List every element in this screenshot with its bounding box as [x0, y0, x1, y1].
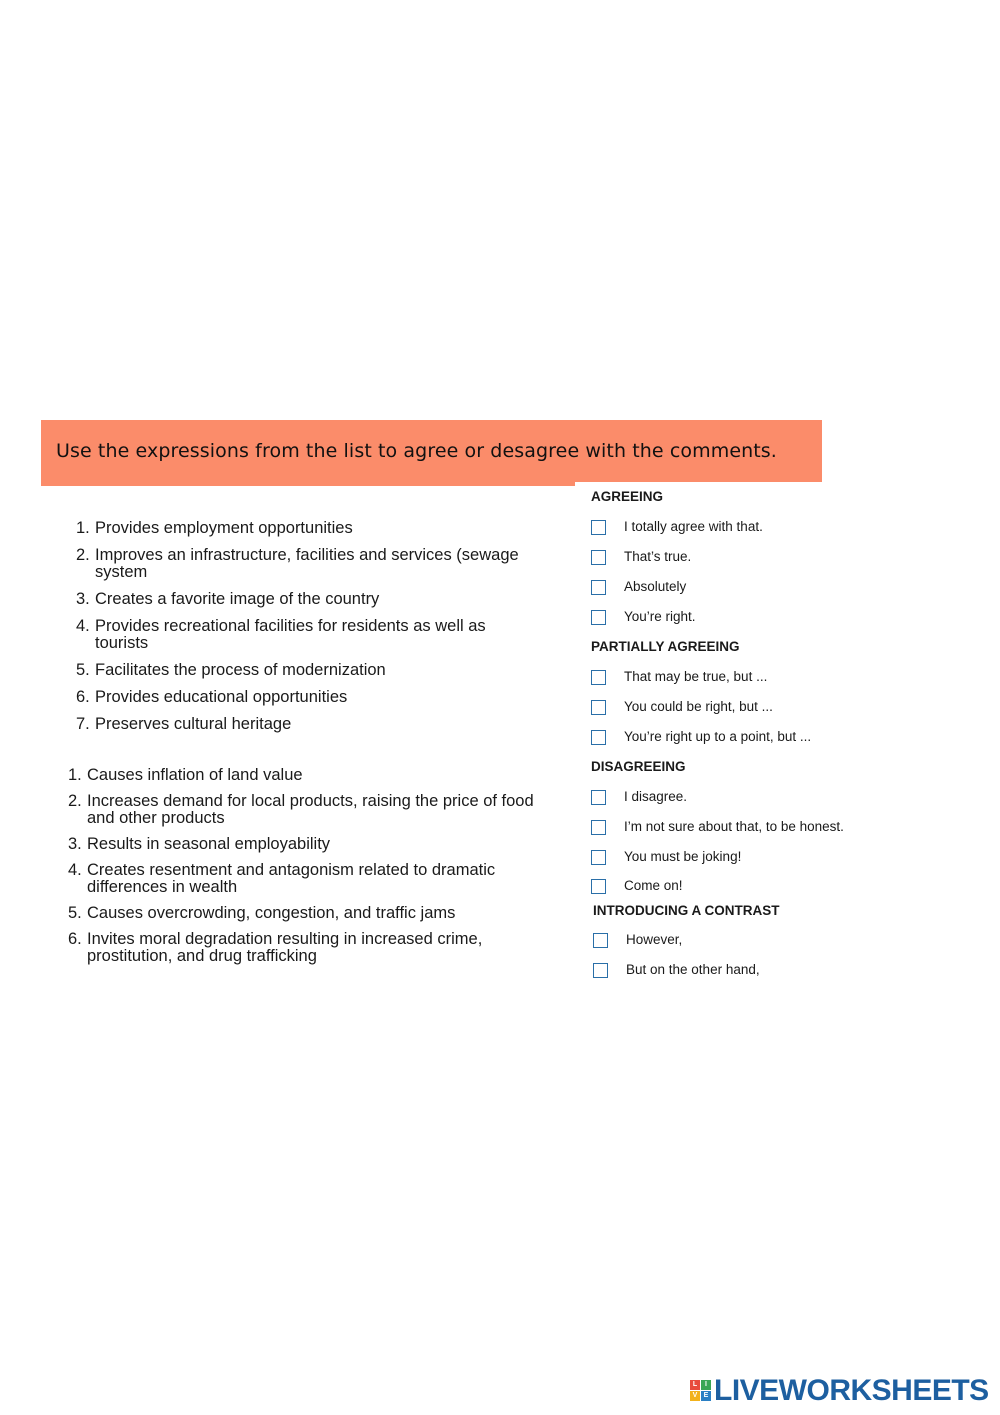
list-item: 7. Preserves cultural heritage	[76, 715, 292, 733]
checkbox[interactable]	[591, 550, 606, 565]
list-item: 2. Improves an infrastructure, facilities and services (sewage system	[76, 546, 519, 581]
instruction-banner	[41, 420, 822, 486]
disadvantages-list	[68, 767, 548, 974]
list-item: 1. Causes inflation of land value	[68, 766, 303, 784]
logo-icon: L I V E	[690, 1380, 712, 1402]
checkbox[interactable]	[591, 520, 606, 535]
list-item: 6. Provides educational opportunities	[76, 688, 348, 706]
checkbox[interactable]	[591, 700, 606, 715]
checkbox[interactable]	[591, 879, 606, 894]
checkbox[interactable]	[591, 730, 606, 745]
instruction-text: Use the expressions from the list to agree or desagree with the comments.	[56, 440, 777, 462]
checkbox[interactable]	[591, 610, 606, 625]
checkbox[interactable]	[593, 963, 608, 978]
checkbox[interactable]	[593, 933, 608, 948]
list-item: 4. Creates resentment and antagonism related to dramatic differences in wealth	[68, 861, 496, 896]
list-item: 4. Provides recreational facilities for residents as well as tourists	[76, 617, 486, 652]
list-item: 5. Facilitates the process of modernization	[76, 661, 386, 679]
list-item: 3. Creates a favorite image of the country	[76, 590, 380, 608]
list-item: 6. Invites moral degradation resulting in increased crime, prostitution, and drug trafficking	[68, 930, 483, 965]
checkbox[interactable]	[591, 580, 606, 595]
list-item: 3. Results in seasonal employability	[68, 835, 331, 853]
section-title-partially-agreeing: PARTIALLY AGREEING	[591, 639, 740, 654]
advantages-list	[76, 520, 556, 743]
list-item: 2. Increases demand for local products, raising the price of food and other products	[68, 792, 534, 827]
checkbox[interactable]	[591, 850, 606, 865]
brand-name: LIVEWORKSHEETS	[714, 1374, 989, 1407]
section-title-contrast: INTRODUCING A CONTRAST	[593, 903, 780, 918]
list-item: 1. Provides employment opportunities	[76, 519, 353, 537]
checkbox[interactable]	[591, 670, 606, 685]
section-title-disagreeing: DISAGREEING	[591, 759, 686, 774]
section-title-agreeing: AGREEING	[591, 489, 664, 504]
checkbox[interactable]	[591, 790, 606, 805]
checkbox[interactable]	[591, 820, 606, 835]
list-item: 5. Causes overcrowding, congestion, and traffic jams	[68, 904, 456, 922]
liveworksheets-logo	[690, 1374, 990, 1408]
